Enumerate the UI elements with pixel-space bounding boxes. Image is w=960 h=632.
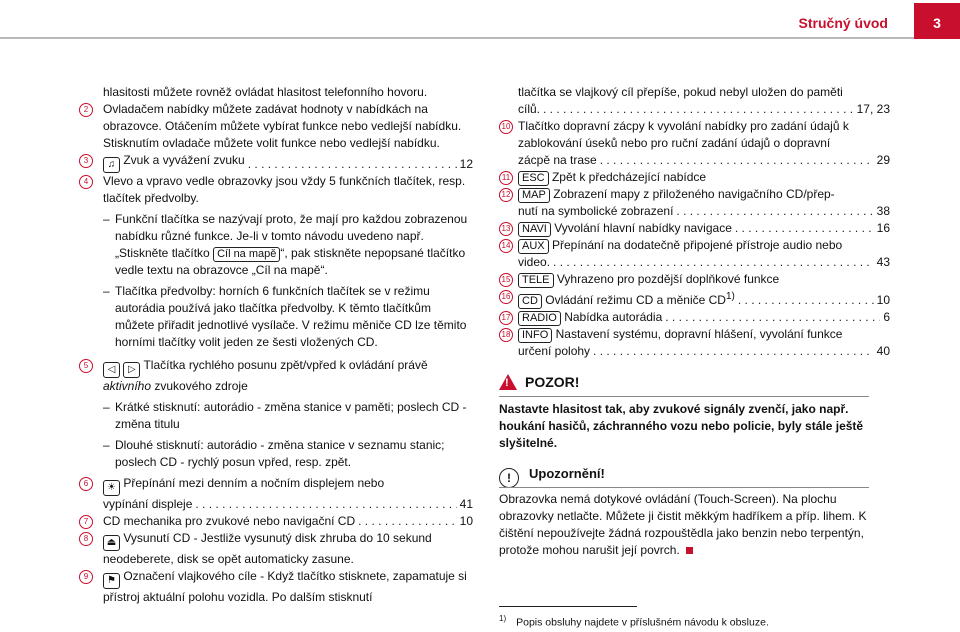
note-text-block (499, 491, 869, 559)
page-ref: 16 (876, 221, 890, 235)
list-item-7 (83, 513, 473, 530)
item-text: Přepínání na dodatečně připojené přístroje audio nebo (551, 238, 843, 252)
list-item-14-cont (499, 254, 890, 271)
list-item-10 (499, 118, 890, 152)
list-item-15 (499, 271, 890, 288)
note-divider (499, 487, 869, 488)
info-key-label: INFO (518, 328, 552, 343)
footnote-mark: 1) (499, 614, 507, 623)
leader-dots (248, 156, 457, 173)
bullet-item (103, 399, 473, 433)
page-ref: 41 (459, 497, 473, 511)
list-item-12-cont (499, 203, 890, 220)
paragraph-text: cílů. (518, 102, 541, 116)
radio-key-label: RADIO (518, 311, 561, 326)
item-text-emphasis: aktivního (103, 379, 152, 393)
footnote-divider (499, 606, 637, 607)
item-text: Zpět k předcházející nabídce (551, 170, 707, 184)
item-text: Zobrazení mapy z přiloženého navigačního CD/přep- (553, 187, 835, 201)
item-text: určení polohy (518, 344, 591, 358)
footnote (499, 614, 769, 629)
item-number: 2 (79, 103, 93, 117)
footnote-text: Popis obsluhy najdete v příslušném návodu k obsluze. (516, 616, 769, 629)
page-ref: 6 (883, 310, 890, 324)
flag-icon: ⚑ (103, 573, 120, 589)
item-number: 12 (499, 188, 513, 202)
list-item-10-cont (499, 152, 890, 169)
item-number: 7 (79, 515, 93, 529)
item-number: 16 (499, 290, 513, 304)
paragraph: tlačítka se vlajkový cíl přepíše, pokud nebyl uložen do paměti (518, 85, 843, 99)
page-header (0, 0, 960, 40)
list-item-3 (83, 152, 473, 173)
item-text: Nastavení systému, dopravní hlášení, vyvolání funkce (555, 327, 843, 341)
item-number: 5 (79, 359, 93, 373)
previous-icon: ◁ (103, 362, 120, 378)
item-text: Tlačítko dopravní zácpy k vyvolání nabídky pro zadání údajů k zablokování úseků nebo pro ruční zadání údajů o dopravní (518, 119, 849, 150)
page-ref: 12 (459, 157, 473, 171)
item-text: Označení vlajkového cíle - Když tlačítko stisknete, zapamatuje si přístroj aktuální polohu vozidla. Po dalším stisknutí (103, 569, 467, 604)
paragraph-cont (499, 101, 890, 118)
right-column (499, 84, 890, 360)
list-item-6-cont (103, 496, 473, 513)
item-text: CD mechanika pro zvukové nebo navigační CD (103, 514, 356, 528)
warning-icon: ! (499, 374, 517, 390)
leader-dots (738, 292, 874, 309)
list-item-8 (83, 530, 473, 568)
bullet-item (103, 283, 473, 351)
item-number: 13 (499, 222, 513, 236)
item-text: Přepínání mezi denním a nočním displejem nebo (123, 476, 385, 490)
list-item-18 (499, 326, 890, 343)
left-column (83, 84, 473, 606)
list-item-5 (83, 357, 473, 395)
item-number: 3 (79, 154, 93, 168)
item-text: Tlačítka rychlého posunu zpět/vpřed k ovládání právě (143, 358, 428, 372)
note-heading (499, 466, 605, 488)
item-number: 18 (499, 328, 513, 342)
note-title: Upozornění! (529, 466, 605, 481)
page-ref: 17, 23 (856, 102, 890, 116)
end-marker-icon (686, 547, 693, 554)
chapter-title: Stručný úvod (798, 15, 888, 31)
bullet-item (103, 211, 473, 279)
tele-key-label: TELE (518, 273, 554, 288)
key-label: Cíl na mapě (213, 247, 280, 262)
list-item-11 (499, 169, 890, 186)
item-text-end: zvukového zdroje (154, 379, 248, 393)
header-rule (0, 37, 914, 39)
page-ref: 43 (876, 255, 890, 269)
page-number: 3 (933, 15, 941, 31)
list-item-6 (83, 475, 473, 496)
bullet-text: Funkční tlačítka se nazývají proto, že mají pro každou zobrazenou nabídku různé funkce. Je-li v tomto návodu uvedeno např. „Stiskněte tlačítko (115, 212, 468, 260)
navi-key-label: NAVI (518, 222, 551, 237)
leader-dots (735, 220, 874, 237)
item-text: zácpě na trase (518, 153, 597, 167)
aux-key-label: AUX (518, 239, 549, 254)
leader-dots (593, 343, 874, 360)
list-item-16 (499, 288, 890, 309)
item-text: Vlevo a vpravo vedle obrazovky jsou vždy 5 funkčních tlačítek, resp. tlačítek předvolby. (103, 174, 466, 205)
page-ref: 29 (876, 153, 890, 167)
item-text: Ovladačem nabídky můžete zadávat hodnoty v nabídkách na obrazovce. Otáčením můžete vybírat funkce nebo vedlejší nabídku. Stisknutím ovladače můžete volit funkce nebo vedlejší nabídku. (103, 102, 462, 150)
page-ref: 10 (459, 514, 473, 528)
list-item-9 (83, 568, 473, 606)
item-text: nutí na symbolické zobrazení (518, 204, 674, 218)
list-item-12 (499, 186, 890, 203)
music-note-icon: ♫ (103, 157, 120, 173)
item-text: Zvuk a vyvážení zvuku (123, 153, 245, 167)
cd-key-label: CD (518, 294, 542, 309)
leader-dots (665, 309, 880, 326)
list-item-17 (499, 309, 890, 326)
item-number: 9 (79, 570, 93, 584)
footnote-ref: 1) (725, 291, 735, 302)
warning-divider (499, 396, 869, 397)
item-number: 10 (499, 120, 513, 134)
page-number-box (914, 3, 960, 39)
item-number: 11 (499, 171, 513, 185)
item-text: Vyhrazeno pro pozdější doplňkové funkce (556, 272, 780, 286)
next-icon: ▷ (123, 362, 140, 378)
item-number: 4 (79, 175, 93, 189)
leader-dots (358, 513, 457, 530)
warning-title: POZOR! (525, 374, 580, 390)
leader-dots (543, 101, 854, 118)
list-item-18-cont (499, 343, 890, 360)
warning-heading (499, 374, 869, 390)
item-text: Ovládání režimu CD a měniče CD (545, 293, 726, 307)
leader-dots (195, 496, 456, 513)
list-item-2 (83, 101, 473, 152)
leader-dots (600, 152, 874, 169)
list-item-14 (499, 237, 890, 254)
leader-dots (676, 203, 873, 220)
page-ref: 40 (876, 344, 890, 358)
list-item-13 (499, 220, 890, 237)
page-ref: 10 (876, 293, 890, 307)
warning-text: Nastavte hlasitost tak, aby zvukové signály zvenčí, jako např. houkání hasičů, záchranného vozu nebo policie, byly stále ještě slyšitelné. (499, 402, 864, 450)
item-number: 14 (499, 239, 513, 253)
bullet-item (103, 437, 473, 471)
item-text: Nabídka autorádia (564, 310, 663, 324)
item-text: Vyvolání hlavní nabídky navigace (554, 221, 732, 235)
esc-key-label: ESC (518, 171, 549, 186)
list-item-4 (83, 173, 473, 207)
bullet-text: Krátké stisknutí: autorádio - změna stanice v paměti; poslech CD - změna titulu (115, 400, 467, 431)
item-number: 15 (499, 273, 513, 287)
bullet-text-end: “, pak stiskněte nepopsané tlačítko vedle textu na obrazovce „Cíl na mapě“. (115, 246, 466, 277)
bullet-text: Tlačítka předvolby: horních 6 funkčních tlačítek se v režimu autorádia používá jako tlačítka předvolby. K těmto tlačítkům můžete přiřadit jednotlivé vysílače. V režimu měniče CD lze těmito horními tlačítky volit jeden ze šesti vložených CD. (115, 284, 467, 349)
leader-dots (553, 254, 874, 271)
item-text: video. (518, 255, 551, 269)
item-number: 8 (79, 532, 93, 546)
map-key-label: MAP (518, 188, 550, 203)
note-text: Obrazovka nemá dotykové ovládání (Touch-Screen). Na plochu obrazovky netlačte. Můžete ji čistit měkkým hadříkem a příp. lihem. K čištění nepoužívejte žádná rozpouštědla jako benzin nebo terpentýn, protože mohou narušit její povrch. (499, 492, 867, 557)
item-number: 17 (499, 311, 513, 325)
paragraph: hlasitosti můžete rovněž ovládat hlasitost telefonního hovoru. (103, 85, 428, 99)
item-number: 6 (79, 477, 93, 491)
page-ref: 38 (876, 204, 890, 218)
item-text: Vysunutí CD - Jestliže vysunutý disk zhruba do 10 sekund neodeberete, disk se opět automaticky zasune. (103, 531, 432, 566)
eject-icon: ⏏ (103, 535, 120, 551)
exclamation-circle-icon: ! (499, 468, 519, 488)
item-text: vypínání displeje (103, 497, 193, 511)
day-night-icon: ☀ (103, 480, 120, 496)
bullet-text: Dlouhé stisknutí: autorádio - změna stanice v seznamu stanic; poslech CD - rychlý posun vpřed, resp. zpět. (115, 438, 445, 469)
